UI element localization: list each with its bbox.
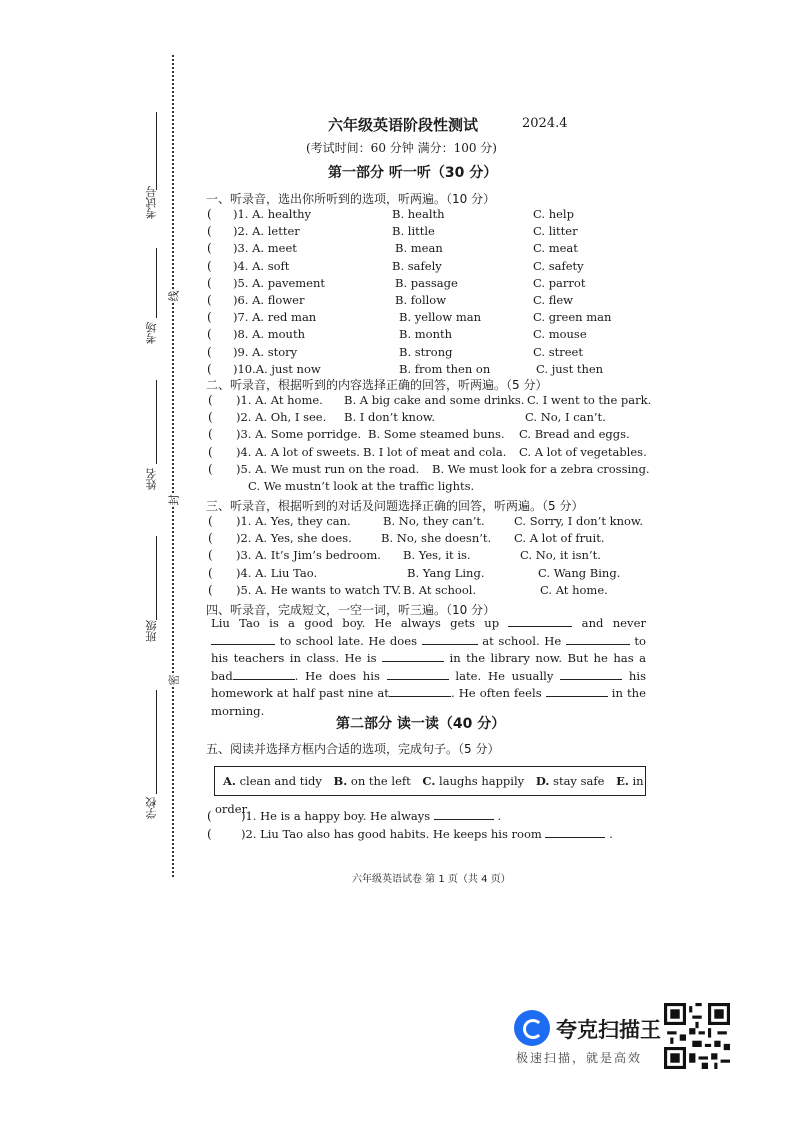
section5-heading: 五、阅读并选择方框内合适的选项，完成句子。（5 分） [206, 742, 500, 756]
option-b: B. little [392, 224, 435, 239]
answer-blank[interactable] [566, 644, 630, 645]
part2-title: 第二部分 读一读（40 分） [336, 716, 506, 732]
option-b: B. on the left [333, 774, 411, 788]
passage-text: . He often feels [450, 686, 542, 701]
option-b: B. A big cake and some drinks. [344, 393, 525, 407]
passage-text: his homework at half past nine at [211, 668, 647, 701]
answer-paren[interactable]: ( [208, 444, 213, 459]
section4-passage [211, 615, 646, 721]
passage-text: and never [581, 616, 646, 630]
answer-blank[interactable] [233, 679, 295, 680]
answer-paren[interactable]: ( [208, 393, 213, 407]
exam-no-label: 考试号 [145, 186, 158, 219]
section5-question-2: )2. Liu Tao also has good habits. He keeps his room . [241, 827, 613, 841]
cut-line-char: 线 [167, 290, 181, 302]
exam-subtitle: (考试时间：60 分钟 满分：100 分) [306, 141, 497, 155]
option-c: C. laughs happily [422, 774, 525, 788]
option-c: C. help [533, 207, 574, 221]
option-b: B. Yang Ling. [407, 565, 485, 580]
passage-text: in the library now. But he has a bad [211, 651, 647, 683]
option-d: D. stay safe [535, 774, 605, 788]
option-b: B. No, they can’t. [383, 514, 485, 528]
cut-seal-char: 封 [167, 494, 181, 506]
option-a: )1. A. Yes, they can. [236, 514, 351, 528]
answer-paren[interactable]: ( [208, 548, 213, 563]
option-a: A. clean and tidy [223, 774, 322, 788]
option-b: B. follow [395, 293, 447, 307]
name-label: 姓名 [145, 468, 158, 490]
answer-blank[interactable] [389, 696, 451, 697]
option-a: )3. A. meet [233, 241, 297, 256]
answer-paren[interactable]: ( [207, 258, 212, 273]
option-a: )2. A. Oh, I see. [236, 410, 327, 425]
option-a: )5. A. pavement [233, 275, 325, 290]
answer-paren[interactable]: ( [207, 275, 212, 290]
option-a: )5. A. He wants to watch TV. [236, 582, 402, 597]
option-a: )10.A. just now [233, 361, 321, 376]
section2-extra-option: C. We mustn’t look at the traffic lights. [248, 479, 475, 493]
scanner-brand: 夸克扫描王 [556, 1018, 661, 1042]
option-c: C. A lot of vegetables. [519, 444, 647, 459]
exam-title: 六年级英语阶段性测试 [328, 116, 479, 134]
option-a: )1. A. At home. [236, 393, 323, 407]
option-a: )5. A. We must run on the road. [236, 461, 420, 476]
option-c: C. I went to the park. [527, 393, 652, 407]
option-b: B. I don’t know. [344, 410, 436, 425]
option-b: B. health [392, 207, 445, 221]
school-label: 学校 [145, 797, 158, 819]
passage-text: Liu Tao is a good boy. He always gets up [211, 616, 500, 630]
passage-text: in the morning. [211, 686, 646, 718]
option-b: B. At school. [403, 582, 477, 597]
option-b: B. Some steamed buns. [368, 427, 505, 442]
answer-blank[interactable] [422, 644, 478, 645]
option-b: B. from then on [399, 361, 491, 376]
exam-date: 2024.4 [522, 116, 568, 131]
passage-text: to school late. He does [279, 633, 418, 648]
scanner-slogan: 极速扫描，就是高效 [516, 1051, 643, 1065]
answer-paren[interactable]: ( [208, 565, 213, 580]
class-label: 班级 [145, 620, 158, 642]
option-c: C. flew [533, 293, 574, 307]
class-line [156, 536, 157, 620]
passage-text: late. He usually [455, 668, 554, 683]
option-a: )4. A. soft [233, 258, 290, 273]
answer-blank[interactable] [382, 661, 444, 662]
option-c: C. Bread and eggs. [519, 427, 630, 442]
section4-heading: 四、听录音，完成短文，一空一词，听三遍。（10 分） [206, 603, 496, 617]
option-c: C. safety [533, 258, 584, 273]
option-a: )2. A. Yes, she does. [236, 531, 352, 546]
passage-text: . He does his [294, 668, 380, 683]
option-a: )7. A. red man [233, 310, 317, 325]
answer-paren[interactable]: ( [207, 224, 212, 239]
section1-heading: 一、听录音，选出你所听到的选项，听两遍。（10 分） [206, 192, 496, 206]
answer-paren[interactable]: ( [208, 531, 213, 546]
passage-text: to his teachers in class. He is [211, 633, 647, 666]
option-c: C. meat [533, 241, 578, 256]
part1-title: 第一部分 听一听（30 分） [328, 165, 498, 181]
option-b: B. passage [395, 275, 458, 290]
answer-paren[interactable]: ( [207, 361, 212, 376]
option-b: B. I lot of meat and cola. [363, 444, 507, 459]
answer-paren[interactable]: ( [208, 582, 213, 597]
option-b: B. mean [395, 241, 443, 256]
answer-blank[interactable] [545, 837, 605, 838]
answer-paren[interactable]: ( [207, 207, 212, 221]
answer-paren[interactable]: ( [207, 344, 212, 359]
answer-paren[interactable]: ( [208, 514, 213, 528]
q2-paren[interactable]: ( [207, 827, 212, 841]
school-line [156, 690, 157, 794]
answer-blank[interactable] [546, 696, 608, 697]
option-c: C. green man [533, 310, 612, 325]
answer-paren[interactable]: ( [208, 410, 213, 425]
section5-question-1: )1. He is a happy boy. He always . [241, 809, 502, 823]
option-c: C. Sorry, I don’t know. [514, 514, 644, 528]
option-a: )3. A. It’s Jim’s bedroom. [236, 548, 381, 563]
answer-paren[interactable]: ( [207, 293, 212, 307]
option-c: C. parrot [533, 275, 586, 290]
answer-paren[interactable]: ( [207, 241, 212, 256]
option-e: E. in order [215, 774, 644, 816]
room-label: 考场 [145, 322, 158, 344]
answer-blank[interactable] [211, 644, 275, 645]
option-b: B. No, she doesn’t. [381, 531, 492, 546]
qr-code-icon [664, 1003, 730, 1069]
section3-heading: 三、听录音，根据听到的对话及问题选择正确的回答，听两遍。（5 分） [206, 499, 584, 513]
answer-blank[interactable] [508, 626, 572, 627]
option-a: )2. A. letter [233, 224, 300, 239]
option-b: B. We must look for a zebra crossing. [432, 461, 650, 476]
answer-paren[interactable]: ( [207, 327, 212, 342]
option-b: B. strong [399, 344, 453, 359]
q1-paren[interactable]: ( [207, 809, 212, 823]
option-c: C. just then [536, 361, 604, 376]
answer-paren[interactable]: ( [207, 310, 212, 325]
page-footer: 六年级英语试卷 第 1 页（共 4 页） [352, 874, 511, 885]
option-c: C. litter [533, 224, 578, 239]
room-line [156, 248, 157, 318]
option-a: )4. A. Liu Tao. [236, 565, 318, 580]
binding-dotted-line [172, 55, 174, 877]
answer-paren[interactable]: ( [208, 461, 213, 476]
option-a: )4. A. A lot of sweets. [236, 444, 360, 459]
option-c: C. No, it isn’t. [520, 548, 601, 563]
option-c: C. A lot of fruit. [514, 531, 605, 546]
passage-text: at school. He [482, 633, 562, 648]
cut-close-char: 密 [167, 674, 181, 686]
option-a: )1. A. healthy [233, 207, 312, 221]
option-a: )3. A. Some porridge. [236, 427, 362, 442]
option-b: B. Yes, it is. [403, 548, 471, 563]
answer-paren[interactable]: ( [208, 427, 213, 442]
name-line [156, 380, 157, 464]
option-a: )9. A. story [233, 344, 298, 359]
section2-heading: 二、听录音，根据听到的内容选择正确的回答，听两遍。（5 分） [206, 378, 548, 392]
option-c: C. street [533, 344, 583, 359]
answer-blank[interactable] [560, 679, 622, 680]
question-text: )1. He is a happy boy. He always [241, 809, 431, 823]
option-c: C. Wang Bing. [538, 565, 621, 580]
option-b: B. month [399, 327, 453, 342]
option-a: )8. A. mouth [233, 327, 305, 342]
question-text: )2. Liu Tao also has good habits. He keeps his room [241, 827, 542, 841]
option-c: C. No, I can’t. [525, 410, 606, 425]
option-c: C. At home. [540, 582, 608, 597]
option-c: C. mouse [533, 327, 587, 342]
option-a: )6. A. flower [233, 293, 305, 307]
option-b: B. safely [392, 258, 442, 273]
answer-blank[interactable] [434, 819, 494, 820]
option-b: B. yellow man [399, 310, 482, 325]
answer-blank[interactable] [387, 679, 449, 680]
exam-no-line [156, 112, 157, 190]
scanner-logo-icon [514, 1010, 550, 1046]
